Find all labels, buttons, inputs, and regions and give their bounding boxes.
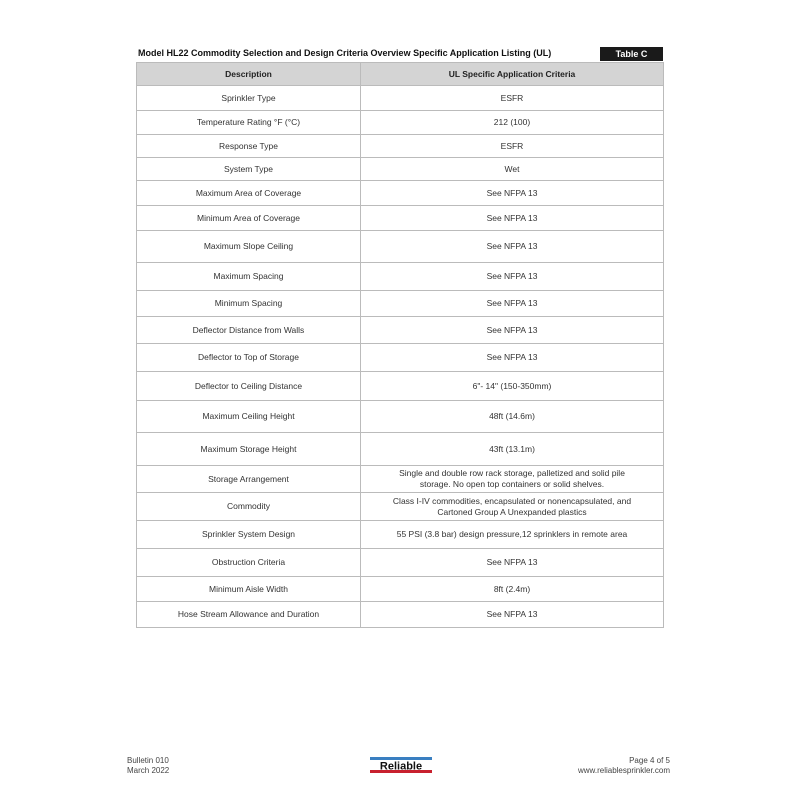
table-row (137, 577, 664, 602)
page-number: Page 4 of 5 (629, 756, 670, 765)
criteria-cell: ESFR (361, 86, 664, 111)
table-row (137, 372, 664, 401)
description-cell: Maximum Storage Height (137, 433, 361, 466)
column-header-criteria: UL Specific Application Criteria (361, 63, 664, 86)
bulletin-date: March 2022 (127, 766, 170, 775)
description-cell: Maximum Ceiling Height (137, 401, 361, 433)
page-info (578, 756, 670, 776)
table-row (137, 231, 664, 263)
criteria-cell: See NFPA 13 (361, 344, 664, 372)
criteria-cell: See NFPA 13 (361, 206, 664, 231)
description-cell: Response Type (137, 135, 361, 158)
description-cell: Minimum Aisle Width (137, 577, 361, 602)
table-row (137, 135, 664, 158)
criteria-cell: Wet (361, 158, 664, 181)
table-row (137, 549, 664, 577)
table-row (137, 602, 664, 628)
criteria-cell: See NFPA 13 (361, 602, 664, 628)
description-cell: Maximum Slope Ceiling (137, 231, 361, 263)
website: www.reliablesprinkler.com (577, 766, 670, 775)
criteria-cell: ESFR (361, 135, 664, 158)
table-row (137, 181, 664, 206)
description-cell: Minimum Area of Coverage (137, 206, 361, 231)
table-row (137, 433, 664, 466)
criteria-cell: See NFPA 13 (361, 263, 664, 291)
criteria-cell: See NFPA 13 (361, 181, 664, 206)
column-header-description: Description (137, 63, 361, 86)
criteria-cell: 48ft (14.6m) (361, 401, 664, 433)
criteria-cell: 8ft (2.4m) (361, 577, 664, 602)
table-row (137, 521, 664, 549)
description-cell: System Type (137, 158, 361, 181)
description-cell: Maximum Spacing (137, 263, 361, 291)
criteria-table (136, 62, 664, 628)
bulletin-info (127, 756, 169, 776)
criteria-cell: 6"- 14" (150-350mm) (361, 372, 664, 401)
table-row (137, 344, 664, 372)
table-row (137, 263, 664, 291)
reliable-logo (370, 757, 432, 773)
description-cell: Hose Stream Allowance and Duration (137, 602, 361, 628)
table-title: Model HL22 Commodity Selection and Design Criteria Overview Specific Application Listing (UL) (138, 48, 552, 58)
criteria-cell: 55 PSI (3.8 bar) design pressure,12 sprinklers in remote area (361, 521, 664, 549)
criteria-cell: 43ft (13.1m) (361, 433, 664, 466)
table-row (137, 158, 664, 181)
criteria-cell: See NFPA 13 (361, 291, 664, 317)
table-row (137, 206, 664, 231)
description-cell: Deflector to Ceiling Distance (137, 372, 361, 401)
description-cell: Deflector to Top of Storage (137, 344, 361, 372)
description-cell: Obstruction Criteria (137, 549, 361, 577)
table-row (137, 401, 664, 433)
description-cell: Deflector Distance from Walls (137, 317, 361, 344)
criteria-cell: 212 (100) (361, 111, 664, 135)
svg-text:Reliable: Reliable (379, 760, 423, 773)
criteria-cell: See NFPA 13 (361, 231, 664, 263)
criteria-cell: Class I-IV commodities, encapsulated or nonencapsulated, and Cartoned Group A Unexpanded plastics (361, 493, 664, 521)
bulletin-number: Bulletin 010 (127, 756, 169, 765)
description-cell: Commodity (137, 493, 361, 521)
description-cell: Maximum Area of Coverage (137, 181, 361, 206)
description-cell: Minimum Spacing (137, 291, 361, 317)
table-label: Table C (600, 47, 663, 61)
description-cell: Temperature Rating °F (°C) (137, 111, 361, 135)
table-row (137, 493, 664, 521)
criteria-cell: See NFPA 13 (361, 549, 664, 577)
table-row (137, 291, 664, 317)
criteria-cell: Single and double row rack storage, palletized and solid pile storage. No open top containers or solid shelves. (361, 466, 664, 493)
description-cell: Sprinkler System Design (137, 521, 361, 549)
table-row (137, 111, 664, 135)
criteria-cell: See NFPA 13 (361, 317, 664, 344)
table-row (137, 466, 664, 493)
description-cell: Sprinkler Type (137, 86, 361, 111)
description-cell: Storage Arrangement (137, 466, 361, 493)
table-row (137, 86, 664, 111)
table-row (137, 317, 664, 344)
